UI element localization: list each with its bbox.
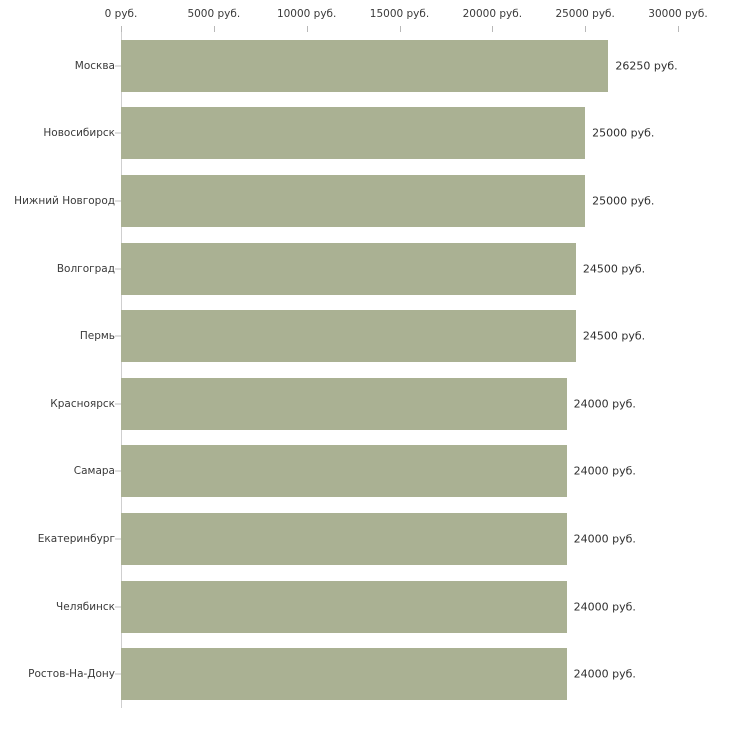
bar-row bbox=[121, 107, 678, 159]
bar-row bbox=[121, 445, 678, 497]
bar-value-label: 24000 руб. bbox=[573, 532, 636, 546]
category-tick-mark bbox=[115, 674, 121, 675]
x-axis-tick-label: 5000 руб. bbox=[187, 8, 241, 20]
x-axis-tick-mark bbox=[678, 26, 679, 32]
bar-value-label: 26250 руб. bbox=[615, 59, 678, 73]
bar-row bbox=[121, 175, 678, 227]
x-axis-tick-label: 25000 руб. bbox=[555, 8, 615, 20]
category-label: Екатеринбург bbox=[37, 533, 115, 545]
bar[interactable] bbox=[121, 40, 608, 92]
bar[interactable] bbox=[121, 243, 576, 295]
category-label: Пермь bbox=[79, 330, 115, 343]
bar-value-label: 25000 руб. bbox=[592, 126, 655, 140]
category-label: Нижний Новгород bbox=[14, 195, 115, 207]
category-label: Новосибирск bbox=[43, 127, 115, 140]
category-tick-mark bbox=[115, 336, 121, 337]
plot-area bbox=[121, 32, 678, 708]
bar-value-label: 24000 руб. bbox=[573, 600, 636, 614]
category-label: Волгоград bbox=[56, 262, 115, 275]
category-tick-mark bbox=[115, 201, 121, 202]
category-label: Красноярск bbox=[50, 397, 115, 410]
bar-row bbox=[121, 378, 678, 430]
category-tick-mark bbox=[115, 268, 121, 269]
bar-value-label: 24000 руб. bbox=[573, 464, 636, 478]
bar[interactable] bbox=[121, 310, 576, 362]
bar-row bbox=[121, 310, 678, 362]
bar[interactable] bbox=[121, 107, 585, 159]
x-axis-tick-label: 20000 руб. bbox=[462, 8, 523, 20]
bar-row bbox=[121, 648, 678, 700]
bar-value-label: 24500 руб. bbox=[582, 262, 646, 276]
x-axis-tick-label: 0 руб. bbox=[104, 8, 138, 20]
bar[interactable] bbox=[121, 513, 567, 565]
bar[interactable] bbox=[121, 581, 567, 633]
category-label: Москва bbox=[74, 59, 115, 72]
category-tick-mark bbox=[115, 471, 121, 472]
category-tick-mark bbox=[115, 606, 121, 607]
bar-value-label: 24000 руб. bbox=[573, 397, 636, 411]
x-axis-tick-label: 15000 руб. bbox=[369, 8, 430, 20]
category-label: Самара bbox=[73, 465, 115, 478]
bar-value-label: 25000 руб. bbox=[592, 194, 655, 208]
category-tick-mark bbox=[115, 133, 121, 134]
bar[interactable] bbox=[121, 378, 567, 430]
category-tick-mark bbox=[115, 403, 121, 404]
bar[interactable] bbox=[121, 175, 585, 227]
bar-row bbox=[121, 243, 678, 295]
category-tick-mark bbox=[115, 65, 121, 66]
x-axis bbox=[0, 0, 730, 32]
bar-row bbox=[121, 581, 678, 633]
x-axis-tick-label: 10000 руб. bbox=[276, 8, 337, 20]
bar-row bbox=[121, 40, 678, 92]
bar-value-label: 24000 руб. bbox=[573, 667, 636, 681]
bar-row bbox=[121, 513, 678, 565]
category-tick-mark bbox=[115, 539, 121, 540]
x-axis-tick-label: 30000 руб. bbox=[648, 8, 708, 20]
bar-value-label: 24500 руб. bbox=[582, 329, 646, 343]
category-label: Челябинск bbox=[56, 600, 115, 613]
category-label: Ростов-На-Дону bbox=[28, 668, 115, 681]
bar[interactable] bbox=[121, 445, 567, 497]
bar[interactable] bbox=[121, 648, 567, 700]
